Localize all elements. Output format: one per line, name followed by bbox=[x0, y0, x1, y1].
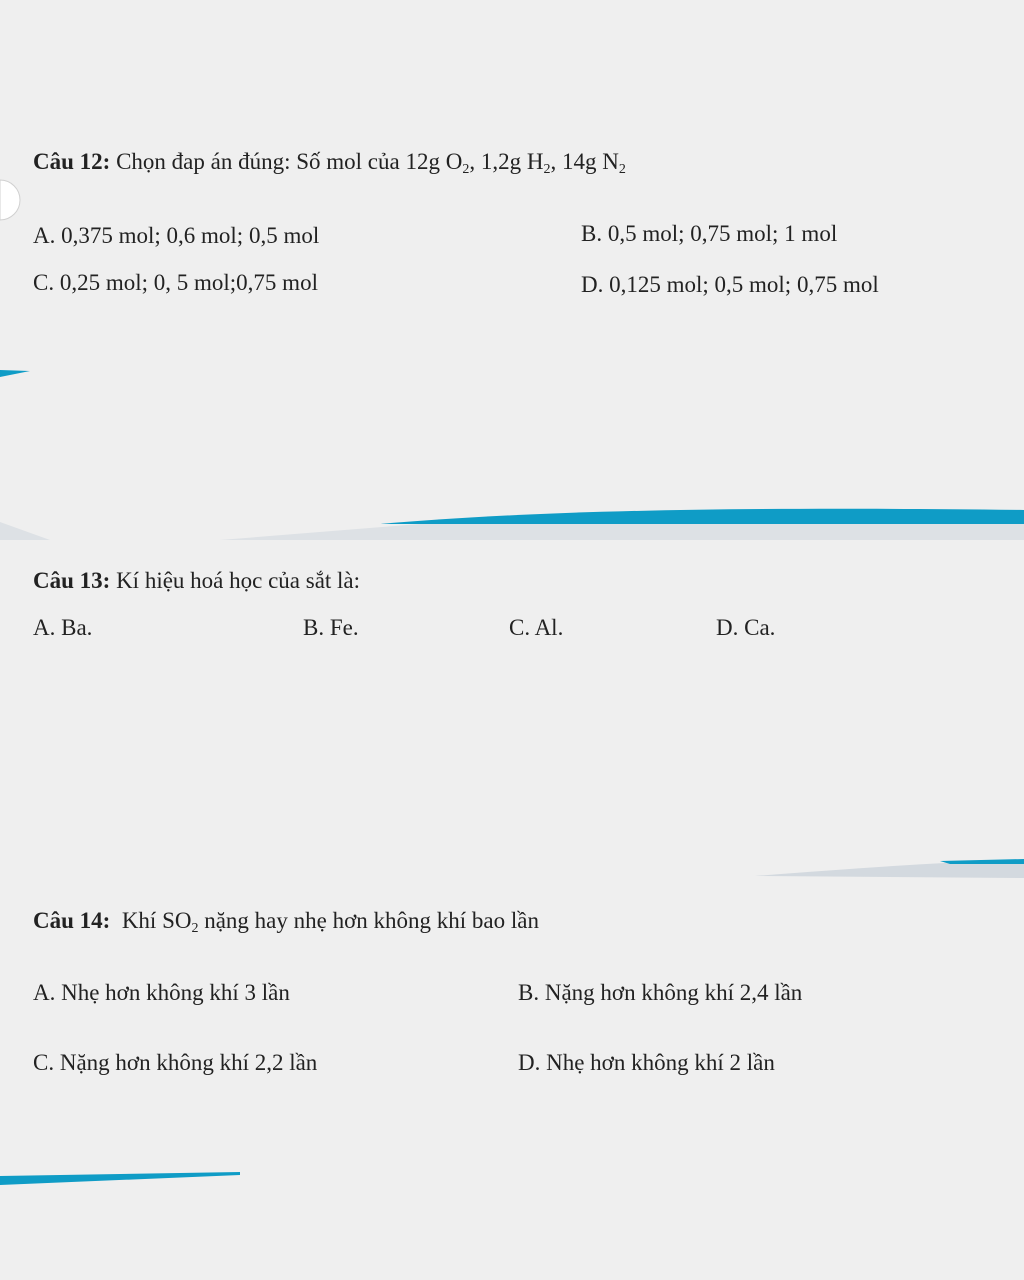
question-14-label: Câu 14: bbox=[33, 908, 111, 933]
question-13 bbox=[33, 568, 360, 594]
accent-mark-left bbox=[0, 370, 30, 377]
accent-swoosh-top bbox=[380, 509, 1024, 524]
question-13-label: Câu 13: bbox=[33, 568, 111, 593]
q12-option-c[interactable]: C. 0,25 mol; 0, 5 mol;0,75 mol bbox=[33, 270, 318, 295]
question-12-label: Câu 12: bbox=[33, 149, 111, 174]
q12-option-d[interactable]: D. 0,125 mol; 0,5 mol; 0,75 mol bbox=[581, 272, 879, 297]
accent-swoosh-middle-blue bbox=[940, 859, 1024, 864]
q13-option-c[interactable]: C. Al. bbox=[509, 615, 564, 640]
question-12: Câu 12: Chọn đap án đúng: Số mol của 12g $O_2$, 1,2g $H_2$, 14g $N_2$ bbox=[33, 149, 626, 177]
question-13-text: Kí hiệu hoá học của sắt là: bbox=[116, 568, 361, 593]
accent-swoosh-bottom bbox=[0, 1172, 240, 1185]
q13-option-a[interactable]: A. Ba. bbox=[33, 615, 93, 640]
page-curl-shadow bbox=[0, 522, 1024, 540]
q13-option-d[interactable]: D. Ca. bbox=[716, 615, 776, 640]
q12-option-b[interactable]: B. 0,5 mol; 0,75 mol; 1 mol bbox=[581, 221, 838, 246]
q14-option-a[interactable]: A. Nhẹ hơn không khí 3 lần bbox=[33, 980, 290, 1005]
question-14-text: Khí SO bbox=[121, 908, 192, 933]
q12-option-a[interactable]: A. 0,375 mol; 0,6 mol; 0,5 mol bbox=[33, 223, 320, 248]
question-14: Câu 14: Khí $SO_2$ nặng hay nhẹ hơn không khí bao lần bbox=[33, 908, 539, 936]
q14-option-b[interactable]: B. Nặng hơn không khí 2,4 lần bbox=[518, 980, 803, 1005]
q13-option-b[interactable]: B. Fe. bbox=[303, 615, 359, 640]
question-12-text: Chọn đap án đúng: Số mol của 12g O bbox=[116, 149, 463, 174]
q14-option-c[interactable]: C. Nặng hơn không khí 2,2 lần bbox=[33, 1050, 318, 1075]
q14-option-d[interactable]: D. Nhẹ hơn không khí 2 lần bbox=[518, 1050, 775, 1075]
scroll-edge-circle bbox=[0, 180, 20, 220]
